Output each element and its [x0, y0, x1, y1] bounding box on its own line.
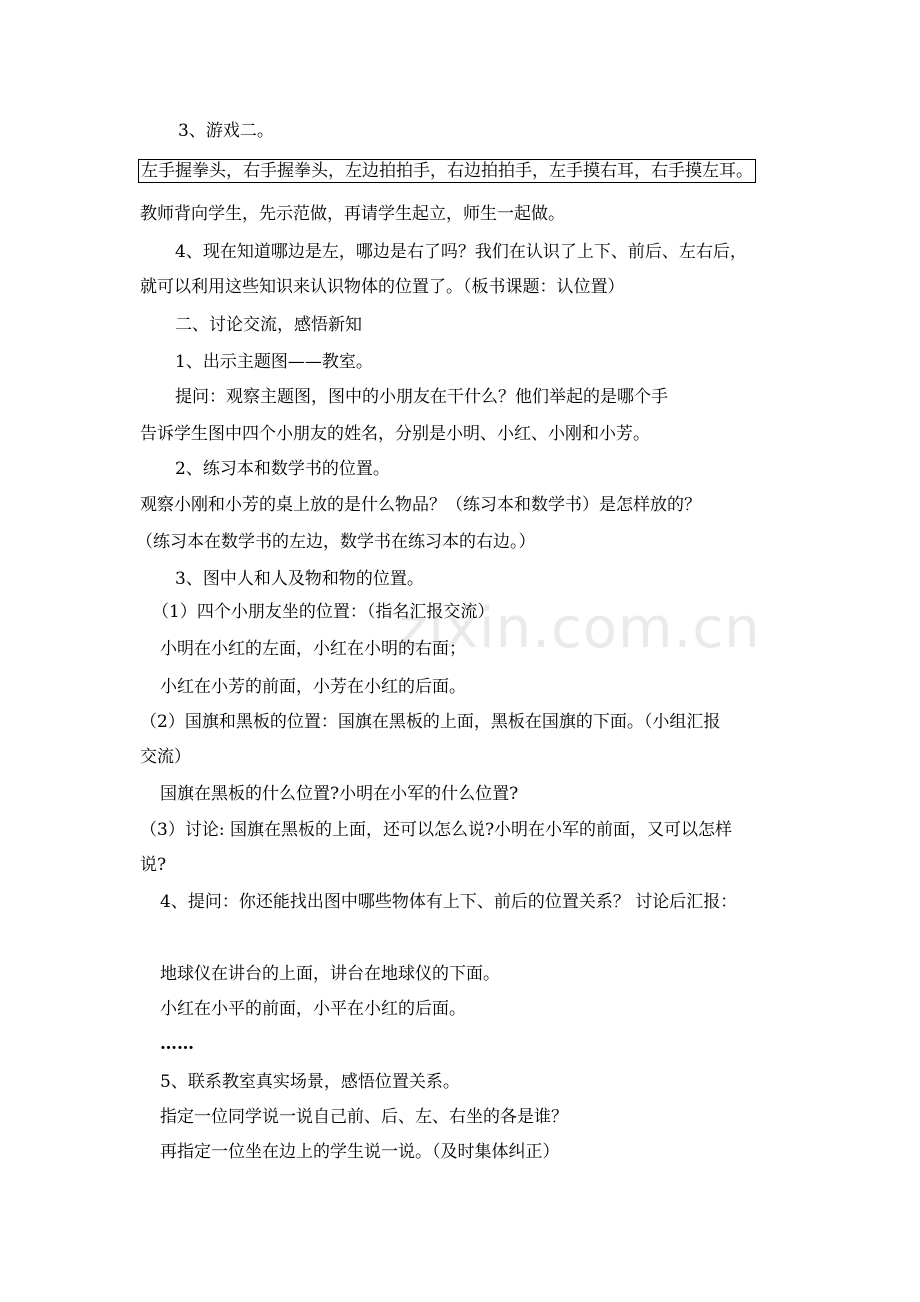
teacher-demo-text: 教师背向学生，先示范做，再请学生起立，师生一起做。 [140, 204, 565, 224]
subitem-three-continued: 说? [140, 855, 167, 875]
xiaohong-answer: 小红在小平的前面，小平在小红的后面。 [160, 999, 466, 1019]
item-two-heading: 2、练习本和数学书的位置。 [175, 459, 390, 479]
subitem-two-text: （2）国旗和黑板的位置：国旗在黑板的上面，黑板在国旗的下面。（小组汇报 [140, 712, 721, 732]
item-five-heading: 5、联系教室真实场景，感悟位置关系。 [160, 1072, 460, 1092]
flag-question: 国旗在黑板的什么位置?小明在小军的什么位置? [160, 784, 519, 804]
item-three-heading: 3、图中人和人及物和物的位置。 [175, 569, 424, 589]
names-text: 告诉学生图中四个小朋友的姓名，分别是小明、小红、小刚和小芳。 [140, 424, 650, 444]
globe-answer: 地球仪在讲台的上面，讲台在地球仪的下面。 [160, 964, 500, 984]
ellipsis: …… [160, 1034, 194, 1054]
game-two-heading: 3、游戏二。 [178, 121, 274, 141]
subitem-one-heading: （1）四个小朋友坐的位置：（指名汇报交流） [152, 602, 495, 622]
edge-student-text: 再指定一位坐在边上的学生说一说。（及时集体纠正） [160, 1142, 560, 1162]
question-four-text: 4、现在知道哪边是左，哪边是右了吗？我们在认识了上下、前后、左右后， [175, 242, 747, 262]
observe-text: 观察小刚和小芳的桌上放的是什么物品？（练习本和数学书）是怎样放的？ [140, 495, 701, 515]
item-one-heading: 1、出示主题图——教室。 [175, 352, 373, 372]
question-text: 提问：观察主题图，图中的小朋友在干什么？他们举起的是哪个手 [175, 387, 668, 407]
item-four-question: 4、提问：你还能找出图中哪些物体有上下、前后的位置关系？ 讨论后汇报： [160, 892, 738, 912]
section-two-heading: 二、讨论交流，感悟新知 [175, 315, 362, 335]
watermark: zixin.com.cn [398, 596, 761, 661]
subitem-two-continued: 交流） [140, 747, 191, 767]
position-line-a: 小明在小红的左面，小红在小明的右面； [160, 639, 466, 659]
designate-student-text: 指定一位同学说一说自己前、后、左、右坐的各是谁？ [160, 1107, 568, 1127]
answer-text: （练习本在数学书的左边，数学书在练习本的右边。） [136, 532, 536, 552]
subitem-three-text: （3）讨论: 国旗在黑板的上面，还可以怎么说?小明在小军的前面，又可以怎样 [140, 820, 733, 840]
position-line-b: 小红在小芳的前面，小芳在小红的后面。 [160, 677, 466, 697]
question-four-continued: 就可以利用这些知识来认识物体的位置了。（板书课题：认位置） [140, 277, 625, 297]
game-instructions-box: 左手握拳头，右手握拳头，左边拍拍手，右边拍拍手，左手摸右耳，右手摸左耳。 [138, 159, 756, 183]
